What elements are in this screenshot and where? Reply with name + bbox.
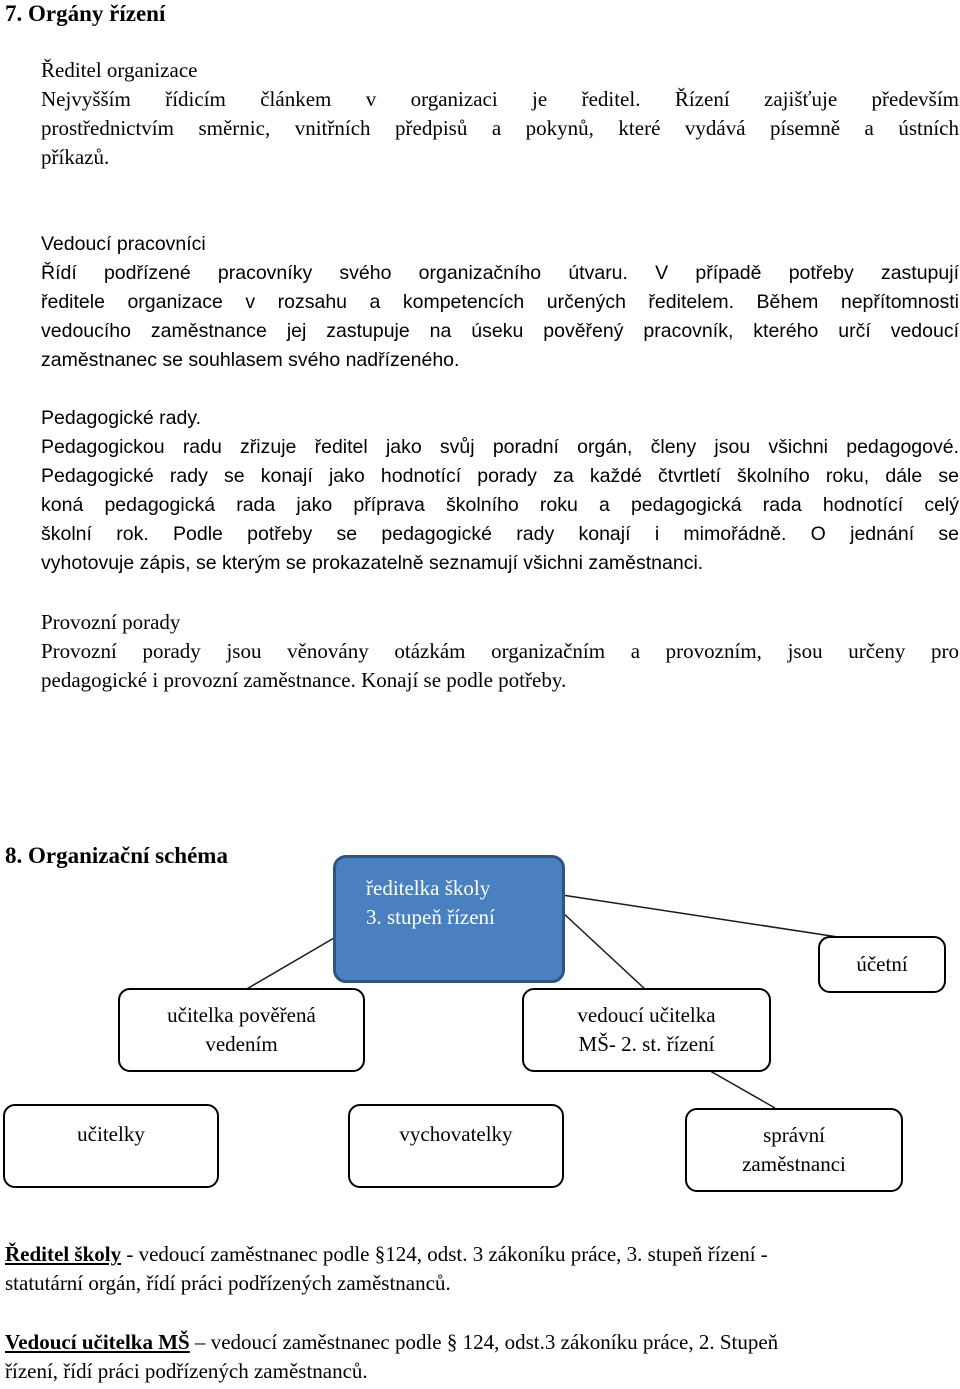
teacher-councils-line-3: koná pedagogická rada jako příprava školního roku a pedagogická rada hodnotící celý	[41, 494, 959, 516]
org-box-deputy	[118, 988, 365, 1072]
org-box-kindergarten-head-line-1: vedoucí učitelka	[577, 1003, 716, 1027]
director-note-term: Ředitel školy	[5, 1242, 122, 1266]
org-box-director-line-2: 3. stupeň řízení	[366, 905, 495, 929]
managers-title: Vedoucí pracovníci	[41, 233, 206, 255]
managers-line-4: zaměstnanec se souhlasem svého nadřízeného.	[41, 349, 460, 371]
teacher-councils-title: Pedagogické rady.	[41, 407, 202, 429]
org-box-accountant	[818, 936, 946, 993]
connector-head-teacher-admin	[705, 1068, 775, 1108]
managers-line-1: Řídí podřízené pracovníky svého organizačního útvaru. V případě potřeby zastupují	[41, 262, 959, 284]
connector-director-deputy	[245, 938, 334, 990]
teacher-councils-line-2: Pedagogické rady se konají jako hodnotící porady za každé čtvrtletí školního roku, dále se	[41, 465, 959, 487]
head-teacher-note-text-1: – vedoucí zaměstnanec podle § 124, odst.3 zákoníku práce, 2. Stupeň	[189, 1330, 779, 1354]
teacher-councils-line-4: školní rok. Podle potřeby se pedagogické rady konají i mimořádně. O jednání se	[41, 523, 959, 545]
section-8-heading: 8. Organizační schéma	[5, 843, 228, 868]
teacher-councils-line-1: Pedagogickou radu zřizuje ředitel jako svůj poradní orgán, členy jsou všichni pedagogové.	[41, 436, 959, 458]
head-teacher-note	[5, 1328, 955, 1386]
org-box-kindergarten-head-line-2: MŠ- 2. st. řízení	[578, 1032, 715, 1056]
org-box-director	[333, 855, 565, 983]
director-line-1: Nejvyšším řídicím článkem v organizaci je ředitel. Řízení zajišťuje především	[41, 87, 959, 111]
org-box-admin-staff-line-1: správní	[763, 1123, 825, 1147]
operational-meetings-title: Provozní porady	[41, 610, 181, 634]
org-box-deputy-line-2: vedením	[205, 1032, 278, 1056]
connector-director-head-teacher	[562, 912, 646, 990]
director-line-3: příkazů.	[41, 145, 110, 169]
org-box-director-line-1: ředitelka školy	[366, 876, 491, 900]
org-box-teachers-label: učitelky	[77, 1122, 145, 1146]
managers-line-3: vedoucího zaměstnance jej zastupuje na úseku pověřený pracovník, kterého určí vedoucí	[41, 320, 959, 342]
org-box-teachers	[3, 1104, 219, 1188]
org-box-educators	[348, 1104, 564, 1188]
org-box-admin-staff	[685, 1108, 903, 1192]
org-box-kindergarten-head	[522, 988, 771, 1072]
org-box-accountant-label: účetní	[856, 952, 908, 976]
director-note-text-2: statutární orgán, řídí práci podřízených zaměstnanců.	[5, 1271, 451, 1295]
org-box-deputy-line-1: učitelka pověřená	[167, 1003, 316, 1027]
head-teacher-note-text-2: řízení, řídí práci podřízených zaměstnanců.	[5, 1359, 368, 1383]
operational-meetings-line-2: pedagogické i provozní zaměstnance. Konají se podle potřeby.	[41, 668, 567, 692]
org-box-educators-label: vychovatelky	[399, 1122, 513, 1146]
section-7-heading: 7. Orgány řízení	[5, 1, 166, 26]
managers-line-2: ředitele organizace v rozsahu a kompetencích určených ředitelem. Během nepřítomnosti	[41, 291, 959, 313]
connector-director-accountant	[562, 895, 838, 937]
teacher-councils-line-5: vyhotovuje zápis, se kterým se prokazatelně seznamují všichni zaměstnanci.	[41, 552, 704, 574]
director-line-2: prostřednictvím směrnic, vnitřních předpisů a pokynů, které vydává písemně a ústních	[41, 116, 959, 140]
director-note	[5, 1240, 955, 1298]
org-box-admin-staff-line-2: zaměstnanci	[742, 1152, 846, 1176]
director-title: Ředitel organizace	[41, 58, 198, 82]
director-note-text-1: - vedoucí zaměstnanec podle §124, odst. 3 zákoníku práce, 3. stupeň řízení -	[121, 1242, 768, 1266]
operational-meetings-line-1: Provozní porady jsou věnovány otázkám organizačním a provozním, jsou určeny pro	[41, 639, 959, 663]
head-teacher-note-term: Vedoucí učitelka MŠ	[5, 1330, 190, 1354]
